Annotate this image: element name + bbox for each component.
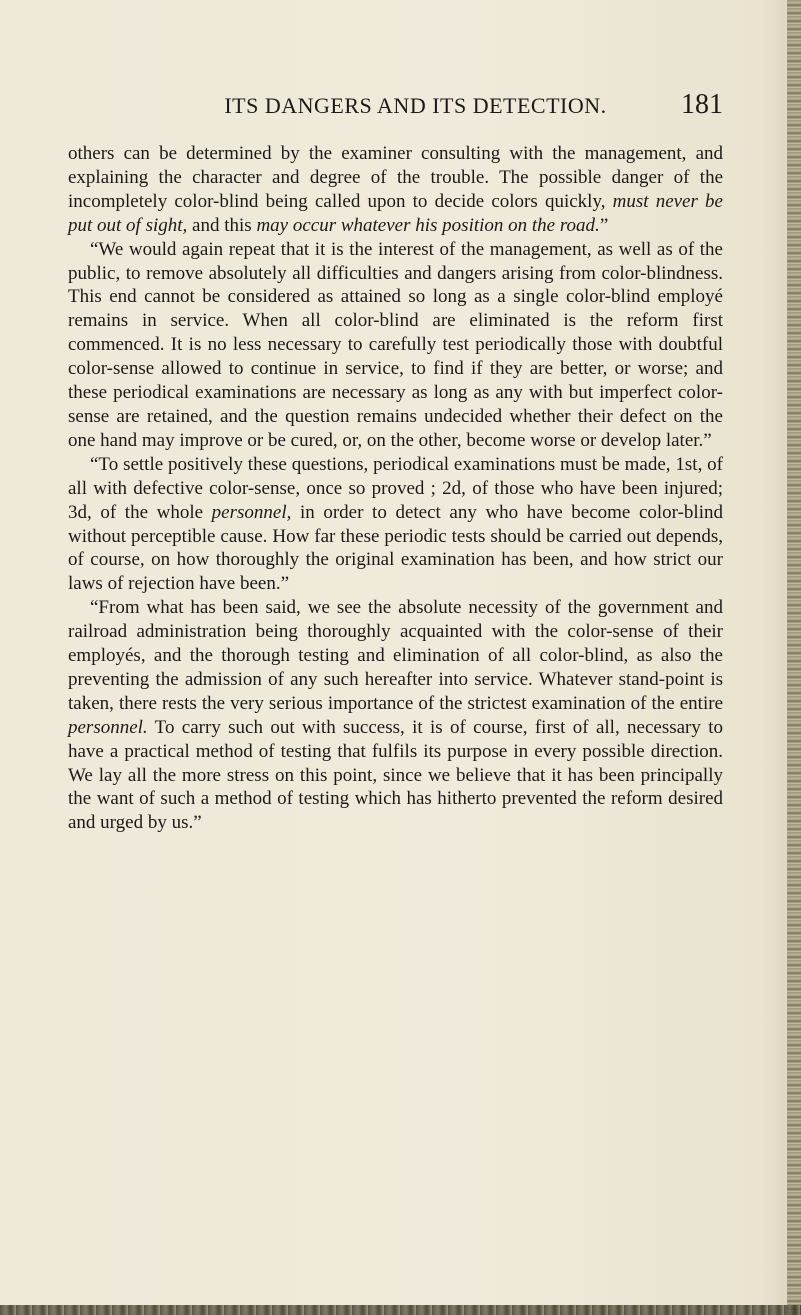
text-segment: “From what has been said, we see the absolute necessity of the government and railroad administration being thoroughly acquainted with the color-sense of their employés, and the thorough testing and elimination of all color-blind, as also the preventing the admission of any such hereafter into service. Whatever stand-point is taken, there rests the very serious importance of the strictest examination of the entire bbox=[68, 597, 723, 714]
text-segment: and this bbox=[187, 214, 257, 236]
paragraph bbox=[68, 142, 723, 238]
page-header bbox=[68, 89, 723, 133]
italic-text-segment: may occur whatever his position on the road. bbox=[256, 214, 600, 236]
paragraph bbox=[68, 596, 723, 835]
running-title: ITS DANGERS AND ITS DETECTION. bbox=[224, 93, 607, 118]
text-segment: others can be determined by the examiner consulting with the management, and explaining the character and degree of the trouble. The possible danger of the incompletely color-blind being called upon to decide colors quickly, bbox=[68, 143, 723, 212]
body-text bbox=[68, 142, 723, 835]
italic-text-segment: must never be put out of sight, bbox=[68, 190, 723, 236]
text-segment: in order to detect any who have become color-blind without perceptible cause. How far these periodic tests should be carried out depends, of course, on how thoroughly the original examination has been, and how strict our laws of rejection have been.” bbox=[68, 501, 723, 595]
text-segment: ” bbox=[599, 214, 609, 236]
text-segment: “We would again repeat that it is the interest of the management, as well as of the public, to remove absolutely all difficulties and dangers arising from color-blindness. This end cannot be considered as attained so long as a single color-blind employé remains in service. When all color-blind are eliminated is the reform first commenced. It is no less necessary to carefully test periodically those with doubtful color-sense allowed to continue in service, to find if they are better, or worse; and these periodical examinations are necessary as long as any with but imperfect color-sense are retained, and the question remains undecided whether their defect on the one hand may improve or be cured, or, on the other, become worse or develop later.” bbox=[68, 238, 723, 451]
page-edge-bottom bbox=[0, 1305, 801, 1315]
page-number: 181 bbox=[681, 89, 723, 120]
italic-text-segment: personnel. bbox=[68, 716, 148, 738]
page-edge-right bbox=[787, 0, 801, 1315]
paragraph bbox=[68, 238, 723, 453]
text-segment: “To settle positively these questions, periodical examinations must be made, 1st, of all with defective color-sense, once so proved ; 2d, of those who have been injured; 3d, of the whole bbox=[68, 453, 723, 523]
paragraph bbox=[68, 453, 723, 596]
italic-text-segment: personnel, bbox=[211, 501, 292, 523]
text-segment: To carry such out with success, it is of course, first of all, necessary to have a practical method of testing that fulfils its purpose in every possible direction. We lay all the more stress on this point, since we believe that it has been principally the want of such a method of testing which has hitherto prevented the reform desired and urged by us.” bbox=[68, 716, 723, 834]
